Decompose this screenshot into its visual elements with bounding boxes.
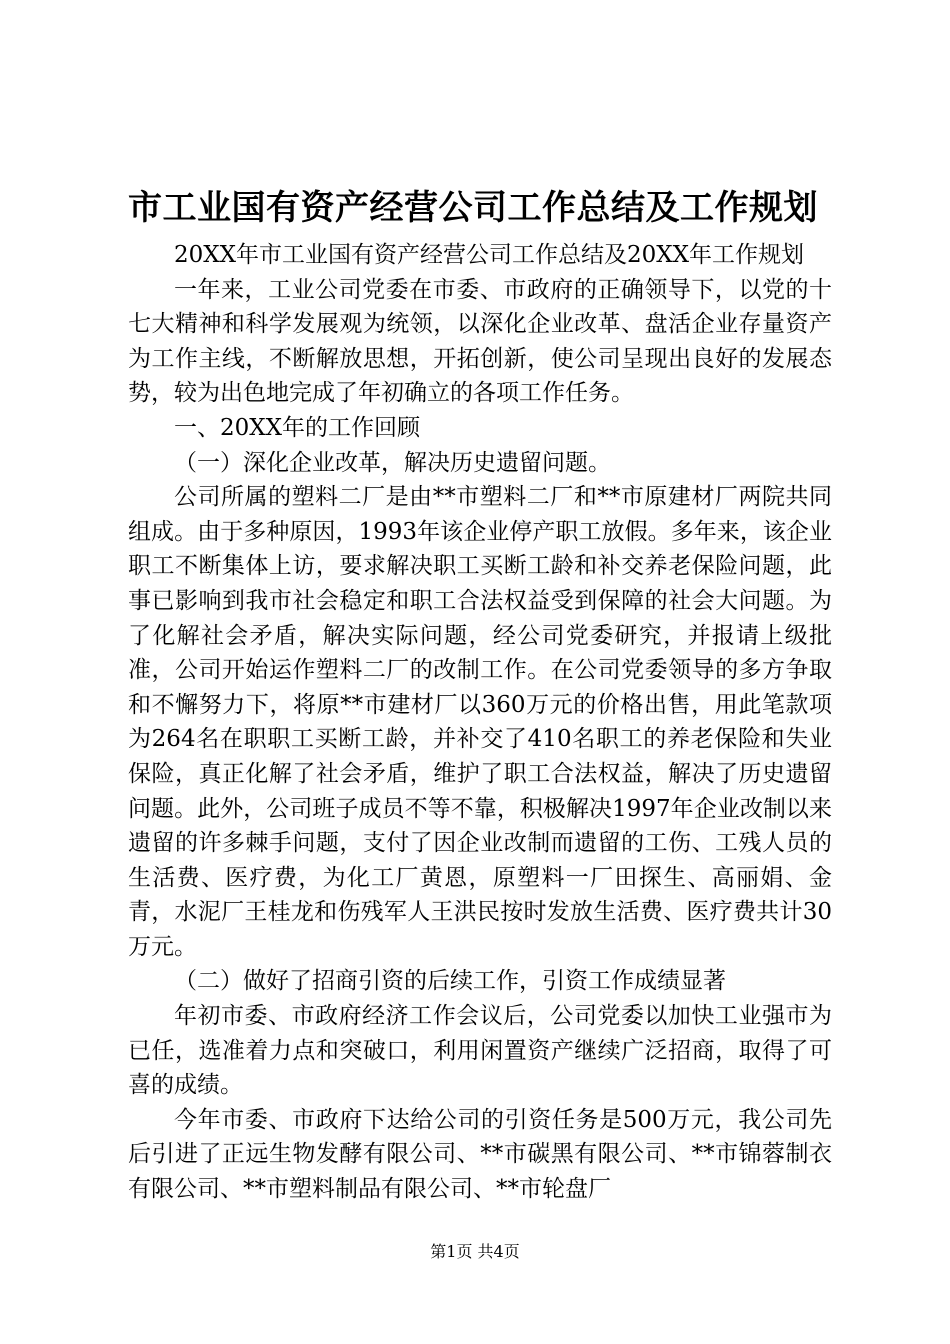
paragraph-investment-detail: 今年市委、市政府下达给公司的引资任务是500万元，我公司先后引进了正远生物发酵有限公司、**市碳黑有限公司、**市锦蓉制衣有限公司、**市塑料制品有限公司、**市轮盘厂 bbox=[128, 1106, 832, 1203]
subsection-heading-investment: （二）做好了招商引资的后续工作，引资工作成绩显著 bbox=[174, 968, 726, 995]
document-title: 市工业国有资产经营公司工作总结及工作规划 bbox=[128, 188, 818, 228]
subsection-heading-reform: （一）深化企业改革，解决历史遗留问题。 bbox=[174, 449, 611, 476]
document-body bbox=[128, 238, 832, 1207]
section-heading-review: 一、20XX年的工作回顾 bbox=[174, 414, 421, 441]
page-number-footer: 第1页 共4页 bbox=[430, 1242, 520, 1261]
paragraph-reform-detail: 公司所属的塑料二厂是由**市塑料二厂和**市原建材厂两院共同组成。由于多种原因，1993年该企业停产职工放假。多年来，该企业职工不断集体上访，要求解决职工买断工龄和补交养老保险问题，此事已影响到我市社会稳定和职工合法权益受到保障的社会大问题。为了化解社会矛盾，解决实际问题，经公司党委研究，并报请上级批准，公司开始运作塑料二厂的改制工作。在公司党委领导的多方争取和不懈努力下，将原**市建材厂以360万元的价格出售，用此笔款项为264名在职职工买断工龄，并补交了410名职工的养老保险和失业保险，真正化解了社会矛盾，维护了职工合法权益，解决了历史遗留问题。此外，公司班子成员不等不靠，积极解决1997年企业改制以来遗留的许多棘手问题，支付了因企业改制而遗留的工伤、工残人员的生活费、医疗费，为化工厂黄恩，原塑料一厂田探生、高丽娟、金青，水泥厂王桂龙和伤残军人王洪民按时发放生活费、医疗费共计30万元。 bbox=[128, 484, 832, 960]
paragraph-subtitle: 20XX年市工业国有资产经营公司工作总结及20XX年工作规划 bbox=[174, 242, 805, 268]
paragraph-investment-intro: 年初市委、市政府经济工作会议后，公司党委以加快工业强市为已任，选准着力点和突破口，利用闲置资产继续广泛招商，取得了可喜的成绩。 bbox=[128, 1003, 832, 1099]
paragraph-intro: 一年来，工业公司党委在市委、市政府的正确领导下，以党的十七大精神和科学发展观为统领，以深化企业改革、盘活企业存量资产为工作主线，不断解放思想，开拓创新，使公司呈现出良好的发展态势，较为出色地完成了年初确立的各项工作任务。 bbox=[128, 276, 832, 407]
